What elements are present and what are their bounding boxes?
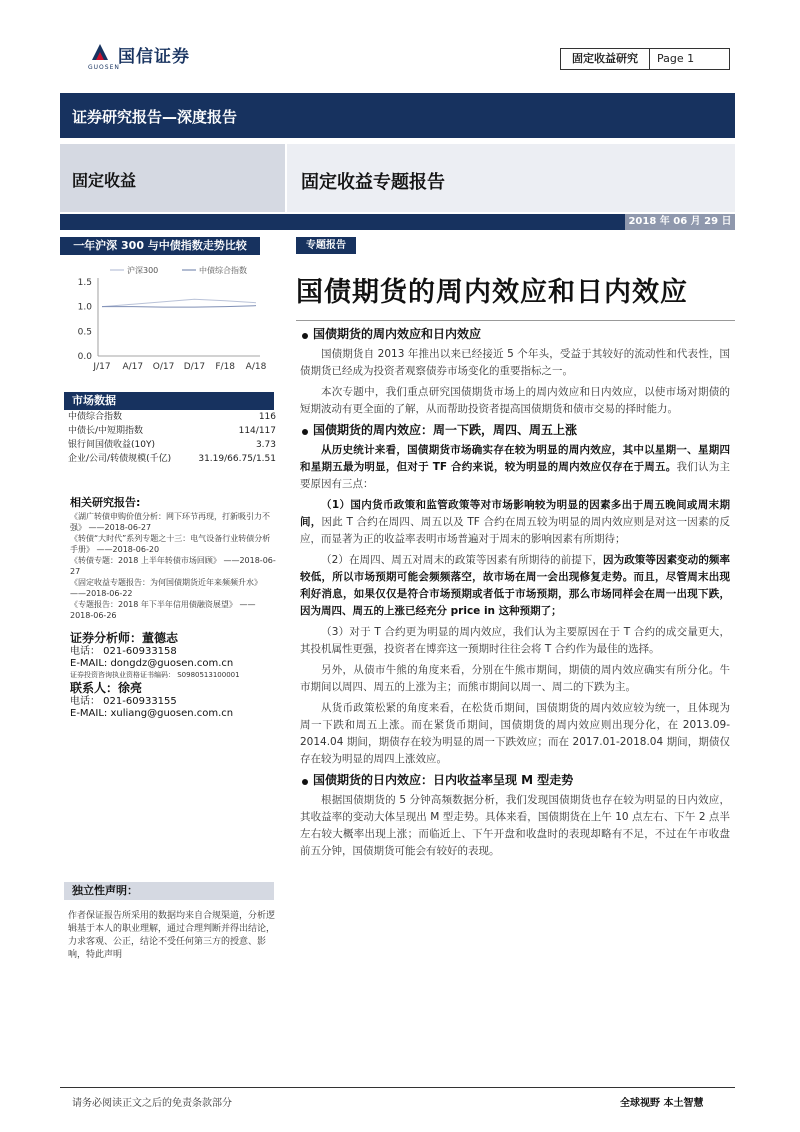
analyst-1-name: 董德志 (142, 631, 179, 645)
y-tick-label: 1.5 (77, 278, 92, 288)
table-row (68, 452, 276, 466)
x-tick-label: F/18 (215, 362, 236, 372)
related-reports (70, 497, 278, 621)
subject-band (287, 144, 735, 212)
logo-mark-icon (88, 40, 112, 64)
y-tick-label: 1.0 (77, 302, 92, 313)
analyst-1-cert: 证券投资咨询执业资格证书编码： S0980513100001 (70, 671, 240, 679)
paragraph: 国债期货自 2013 年推出以来已经接近 5 个年头，受益于其较好的流动性和代表性，国债期货已经成为投资者观察债券市场变化的重要指标之一。 (300, 348, 730, 377)
market-data-title: 市场数据 (64, 392, 274, 410)
analyst-1-role: 证券分析师： (70, 631, 143, 645)
paragraph (300, 442, 730, 493)
table-row (68, 438, 276, 452)
series-line (102, 299, 256, 306)
paragraph: 本次专题中，我们重点研究国债期货市场上的周内效应和日内效应，以使市场对期债的短期波动有更全面的了解，从而帮助投资者提高国债期货和债市交易的择时能力。 (300, 386, 730, 415)
text: 因此 T 合约在周四、周五以及 TF 合约在周五较为明显的周内效应则是对这一因素的反应，而显著为正的收益率表明市场普遍对于周末的影响因素有所期待； (300, 516, 731, 545)
analyst-2-name: 徐亮 (118, 681, 143, 695)
market-value: 3.73 (255, 440, 276, 450)
related-report-link[interactable]: 《转债专题：2018 上半年转债市场回顾》 ——2018-06-27 (70, 556, 276, 576)
market-value: 116 (258, 412, 276, 422)
footer-disclaimer: 请务必阅读正文之后的免责条款部分 (72, 1098, 232, 1109)
table-row (68, 410, 276, 424)
analyst-2-phone: 电话： 021-60933155 (70, 696, 177, 707)
market-label: 企业/公司/转债规模(千亿) (68, 454, 172, 464)
related-reports-title: 相关研究报告: (70, 496, 141, 509)
report-type: 证券研究报告—深度报告 (72, 108, 238, 126)
legend-label: 中债综合指数 (199, 266, 247, 275)
text: （2）在周四、周五对周末的政策等因素有所期待的前提下， (321, 554, 604, 566)
footer-rule (60, 1087, 735, 1088)
paragraph (300, 497, 730, 548)
logo-subtext: GUOSEN (88, 64, 120, 71)
report-tag: 专题报告 (296, 237, 356, 254)
market-value: 114/117 (238, 426, 276, 436)
page-title: 国债期货的周内效应和日内效应 (296, 277, 688, 308)
independence-text: 作者保证报告所采用的数据均来自合规渠道，分析逻辑基于本人的职业理解，通过合理判断并得出结论，力求客观、公正，结论不受任何第三方的授意、影响，特此声明 (68, 911, 276, 960)
section-heading: 国债期货的周内效应：周一下跌，周四、周五上涨 (300, 422, 730, 439)
x-tick-label: O/17 (152, 362, 175, 372)
related-report-link[interactable]: 《转债“大时代”系列专题之十三：电气设备行业转债分析手册》 ——2018-06-20 (70, 534, 271, 554)
related-report-link[interactable]: 《固定收益专题报告：为何国债期货近年来频频升水》 ——2018-06-22 (70, 578, 262, 598)
emphasis: 因为政策等因素变动的频率较低，所以市场预期可能会频频落空，故市场在周一会出现修复走势。而且，尽管周末出现利好消息，如果仅仅是符合市场预期或者低于市场预期，那么市场同样会在周一出现下跌，因为周四、周五的上涨已经充分 price in 这种预期了； (300, 554, 731, 617)
report-type-band (60, 93, 735, 138)
paragraph: 另外，从债市牛熊的角度来看，分别在牛熊市期间，期债的周内效应确实有所分化。牛市期间以周四、周五的上涨为主；而熊市期间以周一、周二的下跌为主。 (300, 664, 730, 693)
analyst-info (70, 630, 280, 720)
series-line (102, 306, 256, 307)
paragraph: 从货币政策松紧的角度来看，在松货币期间，国债期货的周内效应较为统一，且体现为周一下跌和周五上涨。而在紧货币期间，国债期货的周内效应则出现分化，在 2013.09-2014.04 期间，期债存在较为明显的周一下跌效应；而在 2017.01-2018.04 期间，期债仅存在较为明显的周四上涨效应。 (300, 702, 730, 765)
market-value: 31.19/66.75/1.51 (198, 454, 276, 464)
table-row (68, 424, 276, 438)
market-label: 中债长/中短期指数 (68, 426, 144, 436)
x-tick-label: J/17 (93, 362, 111, 372)
emphasis: 从历史统计来看，国债期货市场确实存在较为明显的周内效应，其中以星期一、星期四和星期五最为明显，但对于 TF 合约来说，较为明显的周内效应仅存在于周五。 (300, 444, 730, 473)
market-label: 中债综合指数 (68, 412, 123, 422)
y-tick-label: 0.5 (77, 327, 92, 338)
category-label: 固定收益 (72, 171, 137, 190)
chart-title: 一年沪深 300 与中债指数走势比较 (60, 237, 260, 255)
section-heading: 国债期货的日内效应：日内收益率呈现 M 型走势 (300, 772, 730, 789)
x-tick-label: A/17 (122, 362, 144, 372)
page-number: Page 1 (657, 52, 695, 65)
analyst-1-phone: 电话： 021-60933158 (70, 646, 177, 657)
title-divider (296, 320, 735, 321)
market-label: 银行间国债收益(10Y) (68, 440, 155, 450)
analyst-2-role: 联系人： (70, 681, 119, 695)
analyst-2-email[interactable]: E-MAIL: xuliang@guosen.com.cn (70, 708, 234, 719)
related-report-link[interactable]: 《专题报告：2018 年下半年信用债融资展望》 ——2018-06-26 (70, 600, 256, 620)
logo-text: 国信证券 (118, 47, 190, 67)
x-tick-label: A/18 (245, 362, 267, 372)
x-tick-label: D/17 (183, 362, 206, 372)
paragraph: 根据国债期货的 5 分钟高频数据分析，我们发现国债期货也存在较为明显的日内效应，其收益率的变动大体呈现出 M 型走势。具体来看，国债期货在上午 10 点左右、下午 2 点半左右较大概率出现上涨；而临近上、下午开盘和收盘时的表现却略有不足，不过在午市收盘前五分钟，国债期货可能会有较好的表现。 (300, 794, 730, 857)
related-report-link[interactable]: 《湖广转债申购价值分析：网下环节再现，打新吸引力不强》 ——2018-06-27 (70, 512, 270, 532)
analyst-1-heading (70, 630, 280, 646)
paragraph (300, 552, 730, 620)
legend-label: 沪深300 (127, 266, 159, 275)
text: 我们认为主要原因有三点： (300, 461, 730, 490)
section-heading: 国债期货的周内效应和日内效应 (300, 326, 730, 343)
series-label: 固定收益研究 (561, 49, 650, 69)
y-tick-label: 0.0 (77, 352, 92, 362)
paragraph: （3）对于 T 合约更为明显的周内效应，我们认为主要原因在于 T 合约的成交量更大，其投机属性更强，投资者在博弈这一预期时往往会将 T 合约作为最佳的选择。 (300, 626, 730, 655)
index-comparison-chart (60, 258, 270, 378)
footer-slogan: 全球视野 本土智慧 (620, 1098, 704, 1109)
category-band (60, 144, 285, 212)
analyst-2-heading (70, 680, 280, 696)
company-logo (88, 40, 248, 71)
report-date: 2018 年 06 月 29 日 (625, 214, 735, 230)
independence-title: 独立性声明： (64, 882, 274, 900)
market-data-table (68, 410, 276, 466)
subject-label: 固定收益专题报告 (301, 172, 445, 193)
emphasis: （1）国内货币政策和监管政策等对市场影响较为明显的因素多出于周五晚间或周末期间， (300, 499, 730, 528)
analyst-1-email[interactable]: E-MAIL: dongdz@guosen.com.cn (70, 658, 234, 669)
report-body (300, 324, 730, 864)
header-series-box (560, 48, 730, 70)
